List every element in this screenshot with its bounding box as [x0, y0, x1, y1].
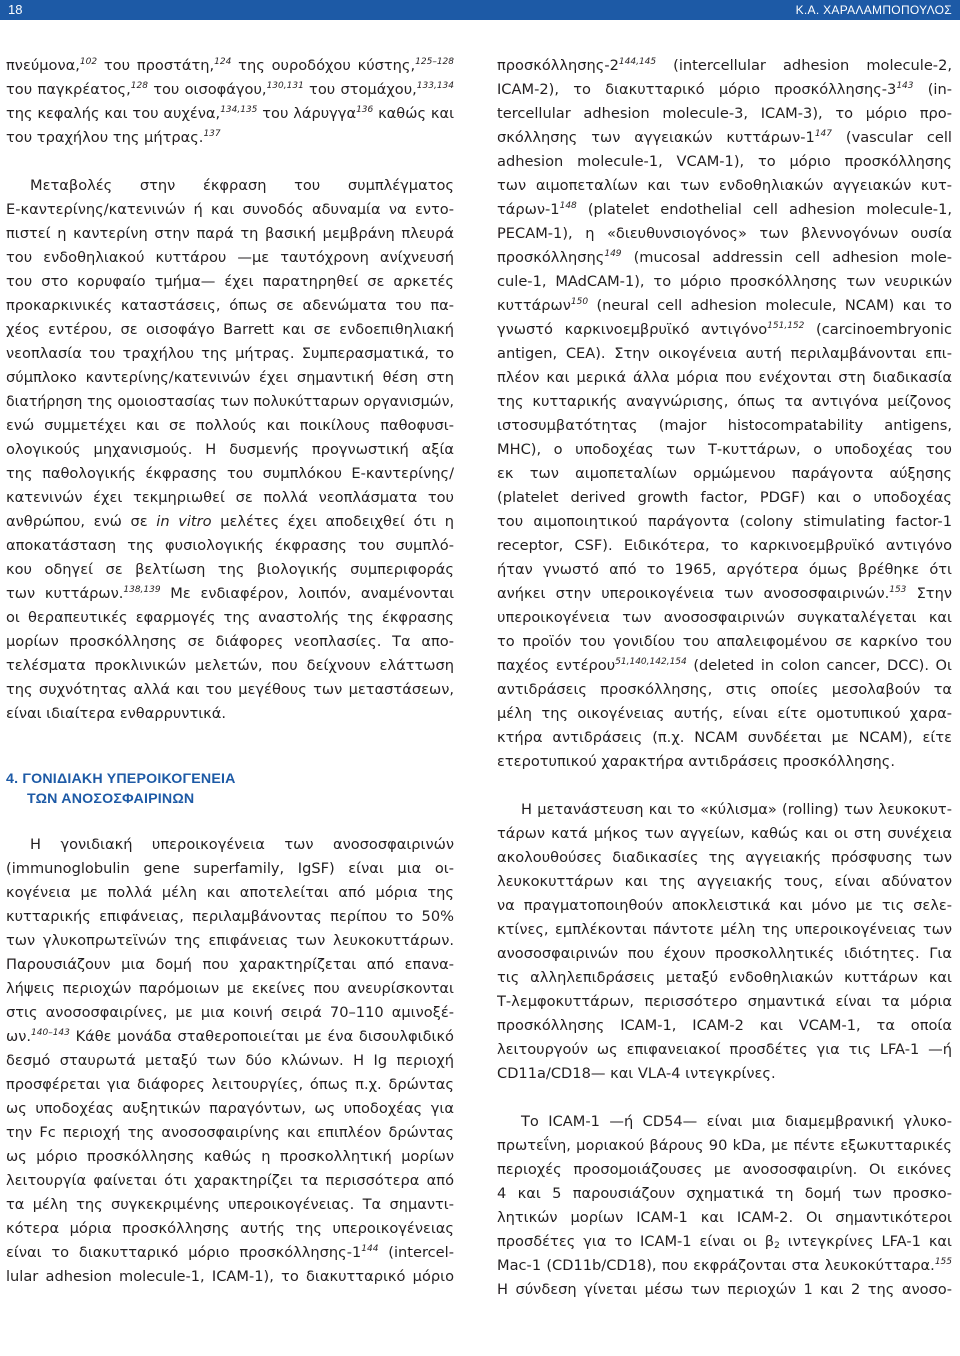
paragraph-line: ολογικούς μηχανισμούς. Η δυσμενής προγνωστική αξία — [6, 441, 454, 458]
paragraph-line: σκόλλησης των αγγειακών κυττάρων-$1^{147}$ (vascular cell — [497, 129, 952, 146]
paragraph-line: του στο κορυφαίο τμήμα— έχει παρατηρηθεί σε αρκετές — [6, 273, 454, 290]
paragraph-line: antigen, CEA). Στην οικογένεια αυτή περιλαμβάνονται επι- — [497, 345, 952, 362]
section-heading: 4. ΓΟΝΙΔΙΑΚΗ ΥΠΕΡΟΙΚΟΓΕΝΕΙΑ — [6, 771, 236, 787]
paragraph-line: ως υποδοχέας αυξητικών παραγόντων, ως υποδοχέας για — [6, 1100, 454, 1117]
text-line: του παγκρέατος,$^{128}$ του οισοφάγου,$^{130,131}$ του στομάχου,$^{133,134}$ — [6, 81, 454, 98]
paragraph-line: κτήρα αντιδράσεις (π.χ. NCAM συνδέεται με NCAM), είτε — [497, 729, 952, 746]
paragraph-line: του ενδοθηλιακού κυττάρου —με ταυτόχρονη ανίχνευσή — [6, 249, 454, 266]
paragraph-line: Το ICAM-1 —ή CD54— είναι μια διαμεμβρανική γλυκο- — [521, 1113, 952, 1130]
paragraph-line: αποκατάσταση της φυσιολογικής έκφρασης του συμπλό- — [6, 537, 454, 554]
paragraph-line: λειτουργούν ως επιφανειακοί προσδέτες για τις LFA-1 —ή — [497, 1041, 952, 1058]
paragraph-line: κογένεια με πολλά μέλη και αποτελείται από μόρια της — [6, 884, 454, 901]
paragraph-line: ακολουθούσες διαδικασίες της αγγειακής πρόσφυσης των — [497, 849, 952, 866]
paragraph-line: τις αλληλεπιδράσεις μεταξύ ενδοθηλιακών κυττάρων και — [497, 969, 952, 986]
paragraph-line: ανήκει στην υπεροικογένεια των ανοσοσφαιρινών.$^{153}$ Στην — [497, 585, 952, 602]
paragraph-line: MHC), ο υποδοχέας των Τ-κυττάρων, ο υποδοχέας του — [497, 441, 952, 458]
paragraph-line: προσφέρεται για διάφορες λειτουργίες, όπως π.χ. δρώντας — [6, 1076, 454, 1093]
page-number: 18 — [8, 2, 23, 17]
paragraph-line: λητικών μορίων ICAM-1 και ICAM-2. Οι σημαντικότεροι — [497, 1209, 952, 1226]
section-heading-line2: ΤΩΝ ΑΝΟΣΟΣΦΑΙΡΙΝΩΝ — [27, 791, 195, 807]
paragraph-line: περιοχές προσομοιάζουσες με ανοσοσφαιρίνη. Οι εικόνες — [497, 1161, 952, 1178]
paragraph-line: κότερα μόρια προσκόλλησης αυτής της υπεροικογένειας — [6, 1220, 454, 1237]
paragraph-line: των γλυκοπρωτεϊνών της επιφάνειας των λευκοκυττάρων. — [6, 932, 454, 949]
paragraph-line: οι θεραπευτικές εφαρμογές της αναστολής της έκφρασης — [6, 609, 454, 626]
paragraph-line: ήταν γνωστό από το 1965, αργότερα όμως βρέθηκε ότι — [497, 561, 952, 578]
paragraph-line: cule-1, MAdCAM-1), το μόριο προσκόλλησης των νευρικών — [497, 273, 952, 290]
paragraph-line: αντιδράσεις προσκόλλησης, στις οποίες μεσολαβούν τα — [497, 681, 952, 698]
paragraph-line: Παρουσιάζουν μια δομή που χαρακτηρίζεται από επανα- — [6, 956, 454, 973]
paragraph-line: των αιμοπεταλίων και των ενδοθηλιακών αγγειακών κυτ- — [497, 177, 952, 194]
paragraph-line: τάρων-$1^{148}$ (platelet endothelial cell adhesion molecule-1, — [497, 201, 952, 218]
text-line: της κεφαλής και του αυχένα,$^{134,135}$ του λάρυγγα$^{136}$ καθώς και — [6, 105, 454, 122]
paragraph-line: προσκόλλησης-2$^{144,145}$ (intercellular adhesion molecule-2, — [497, 57, 952, 74]
paragraph-line: προσκόλλησης$^{149}$ (mucosal addressin cell adhesion mole- — [497, 249, 952, 266]
paragraph-line: μέλη της οικογένειας αυτής, είναι είτε ομοτυπικού χαρα- — [497, 705, 952, 722]
text-line: του τραχήλου της μήτρας.$^{137}$ — [6, 129, 221, 146]
paragraph-line: ετεροτυπικού χαρακτήρα αντιδράσεις προσκόλλησης. — [497, 753, 895, 770]
paragraph-line: ων.$^{140-143}$ Κάθε μονάδα σταθεροποιείται με ένα δισουλφιδικό — [6, 1028, 454, 1045]
paragraph-line: (immunoglobulin gene superfamily, IgSF) είναι μια οι- — [6, 860, 454, 877]
paragraph-line: της παθολογικής έκφρασης του συμπλόκου Ε-καντερίνης/ — [6, 465, 454, 482]
paragraph-line: λευκοκυττάρων και της αγγειακής τους, είναι αδύνατον — [497, 873, 952, 890]
paragraph-line: ιστοσυμβατότητας (major histocompatability antigens, — [497, 417, 952, 434]
paragraph-line: είναι το διακυτταρικό μόριο προσκόλλησης-$1^{144}$ (intercel- — [6, 1244, 454, 1261]
paragraph-line: να πραγματοποιηθούν αποκλειστικά και μόνο με τις σελε- — [497, 897, 952, 914]
paragraph-line: Μεταβολές στην έκφραση του συμπλέγματος — [30, 177, 454, 194]
paragraph-line: του αιμοποιητικού παράγοντα (colony stimulating factor-1 — [497, 513, 952, 530]
text-line: πνεύμονα,$^{102}$ του προστάτη,$^{124}$ της ουροδόχου κύστης,$^{125-128}$ — [6, 57, 454, 74]
paragraph-line: lular adhesion molecule-1, ICAM-1), το διακυτταρικό μόριο — [6, 1268, 454, 1285]
paragraph-line: της συχνότητας αλλά και του μεγέθους των μεταστάσεων, — [6, 681, 454, 698]
paragraph-line: πλέον και μερικά άλλα μόρια που ενέχονται στη διαδικασία — [497, 369, 952, 386]
paragraph-line: ανθρώπου, ενώ σε in vitro μελέτες έχει αποδειχθεί ότι η — [6, 513, 454, 530]
paragraph-line: Ε-καντερίνης/κατενινών ή και συνοδός αδυναμία να εντο- — [6, 201, 454, 218]
paragraph-line: λειτουργία φαίνεται ότι χαρακτηρίζει τα περισσότερα από — [6, 1172, 454, 1189]
right-column — [497, 54, 952, 1302]
paragraph-line: ICAM-2), το διακυτταρικό μόριο προσκόλλησης-$3^{143}$ (in- — [497, 81, 952, 98]
paragraph-line: το προϊόν του γονιδίου του απαλειφομένου σε καρκίνο του — [497, 633, 952, 650]
paragraph-line: (platelet derived growth factor, PDGF) και ο υποδοχέας — [497, 489, 952, 506]
paragraph-line: Η γονιδιακή υπεροικογένεια των ανοσοσφαιρινών — [30, 836, 454, 853]
paragraph-line: Mac-1 (CD11b/CD18), που εκφράζονται στα λευκοκύτταρα.$^{155}$ — [497, 1257, 952, 1274]
paragraph-line: ως μόριο προσκόλλησης καθώς η προσκολλητική μορίων — [6, 1148, 454, 1165]
paragraph-line: τάρων κατά μήκος των αγγείων, καθώς και οι στη συνέχεια — [497, 825, 952, 842]
paragraph-line: γνωστό καρκινοεμβρυϊκό αντιγόνο$^{151,152}$ (carcinoembryonic — [497, 321, 952, 338]
paragraph-line: διατήρηση της ομοιοστασίας των πολυκύτταρων οργανισμών, — [6, 394, 454, 410]
paragraph-line: νεοπλασία του τραχήλου της μήτρας. Συμπερασματικά, το — [6, 345, 454, 362]
paragraph-line: των κυττάρων.$^{138,139}$ Με ενδιαφέρον, λοιπόν, αναμένονται — [6, 585, 454, 602]
paragraph-line: Η μετανάστευση και το «κύλισμα» (rolling) των λευκοκυτ- — [521, 801, 952, 818]
paragraph-line: είναι ιδιαίτερα ενθαρρυντικά. — [6, 705, 227, 722]
paragraph-line: πιστεί η καντερίνη στην παρά τη βασική μεμβράνη πλευρά — [6, 225, 454, 242]
paragraph-line: CD11a/CD18— και VLA-4 ιντεγκρίνες. — [497, 1065, 776, 1082]
paragraph-line: πρωτεΐνη, μοριακού βάρους 90 kDa, με πέντε εξωκυτταρικές — [497, 1137, 952, 1154]
paragraph-line: σύμπλοκο καντερίνης/κατενινών έχει σημαντική θέση στη — [6, 369, 454, 386]
paragraph-line: κου οδηγεί σε βελτίωση της βιολογικής συμπεριφοράς — [6, 561, 454, 578]
page-header — [0, 0, 960, 20]
paragraph-line: εκ των αιμοπεταλίων ορμώμενου παράγοντα αύξησης — [497, 465, 952, 482]
paragraph-line: receptor, CSF). Ειδικότερα, το καρκινοεμβρυϊκό αντιγόνο — [497, 537, 952, 554]
paragraph-line: κτίνες, εμπλέκονται πάντοτε μέλη της υπεροικογένειας των — [497, 921, 952, 938]
paragraph-line: προσκόλλησης ICAM-1, ICAM-2 και VCAM-1, τα οποία — [497, 1017, 952, 1034]
paragraph-line: μορίων προσκόλλησης σε διάφορες νεοπλασίες. Τα απο- — [6, 633, 454, 650]
paragraph-line: προκαρκινικές καταστάσεις, όπως σε αδενώματα του πα- — [6, 297, 454, 314]
paragraph-line: παχέος εντέρου$^{51,140,142,154}$ (deleted in colon cancer, DCC). Οι — [497, 657, 952, 674]
paragraph-line: ενώ συμμετέχει και σε πολλούς και ποικίλους παθοφυσι- — [6, 417, 454, 434]
paragraph-line: ανοσοσφαιρινών που έχουν προσκολλητικές ιδιότητες. Για — [497, 945, 952, 962]
paragraph-line: Τ-λεμφοκυττάρων, περισσότερο σημαντικά είναι τα μόρια — [497, 993, 952, 1010]
paragraph-line: λήψεις περιοχών παρόμοιων με εκείνες που ανευρίσκονται — [6, 980, 454, 997]
paragraph-line: τα μέλη της συγκεκριμένης υπεροικογένειας. Τα σημαντι- — [6, 1196, 454, 1213]
paragraph-line: προσδέτες για το ICAM-1 είναι οι $\beta_2$ ιντεγκρίνες LFA-1 και — [497, 1233, 952, 1251]
paragraph-line: χέος εντέρου, σε οισοφάγο Barrett και σε ενδοεπιθηλιακή — [6, 321, 454, 338]
paragraph-line: 4 και 5 παρουσιάζουν σχηματικά τη δομή των προσκο- — [497, 1185, 952, 1202]
left-column — [6, 54, 454, 1289]
paragraph-line: PECAM-1), η «διευθυνσιογόνος» των βλεννογόνων ουσία — [497, 225, 952, 242]
running-head: Κ.Α. ΧΑΡΑΛΑΜΠΟΠΟΥΛΟΣ — [795, 3, 952, 17]
paragraph-line: κυτταρικής επιφάνειας, περιλαμβάνοντας περίπου το 50% — [6, 908, 454, 925]
paragraph-line: adhesion molecule-1, VCAM-1), το μόριο προσκόλλησης — [497, 153, 952, 170]
paragraph-line: της κυτταρικής αναγνώρισης, όπως τα αντιγόνα μείζονος — [497, 393, 952, 410]
paragraph-line: tercellular adhesion molecule-3, ICAM-3), το μόριο προ- — [497, 105, 952, 122]
paragraph-line: την Fc περιοχή της ανοσοσφαιρίνης και επιπλέον δρώντας — [6, 1124, 454, 1141]
paragraph-line: δεσμό σταυρωτά μεταξύ των δύο κλώνων. Η Ig περιοχή — [6, 1052, 454, 1069]
paragraph-line: Η σύνδεση γίνεται μέσω των περιοχών 1 και 2 της ανοσο- — [497, 1281, 952, 1298]
paragraph-line: κυττάρων$^{150}$ (neural cell adhesion molecule, NCAM) και το — [497, 297, 952, 314]
paragraph-line: τελέσματα προκλινικών μελετών, που δείχνουν ελάττωση — [6, 657, 454, 674]
paragraph-line: κατενινών έχει τεκμηριωθεί σε πολλά νεοπλάσματα του — [6, 489, 454, 506]
paragraph-line: υπεροικογένεια των ανοσοσφαιρινών συγκαταλέγεται και — [497, 609, 952, 626]
paragraph-line: στις ανοσοσφαιρίνες, με μια κοινή σειρά 70–110 αμινοξέ- — [6, 1004, 454, 1021]
